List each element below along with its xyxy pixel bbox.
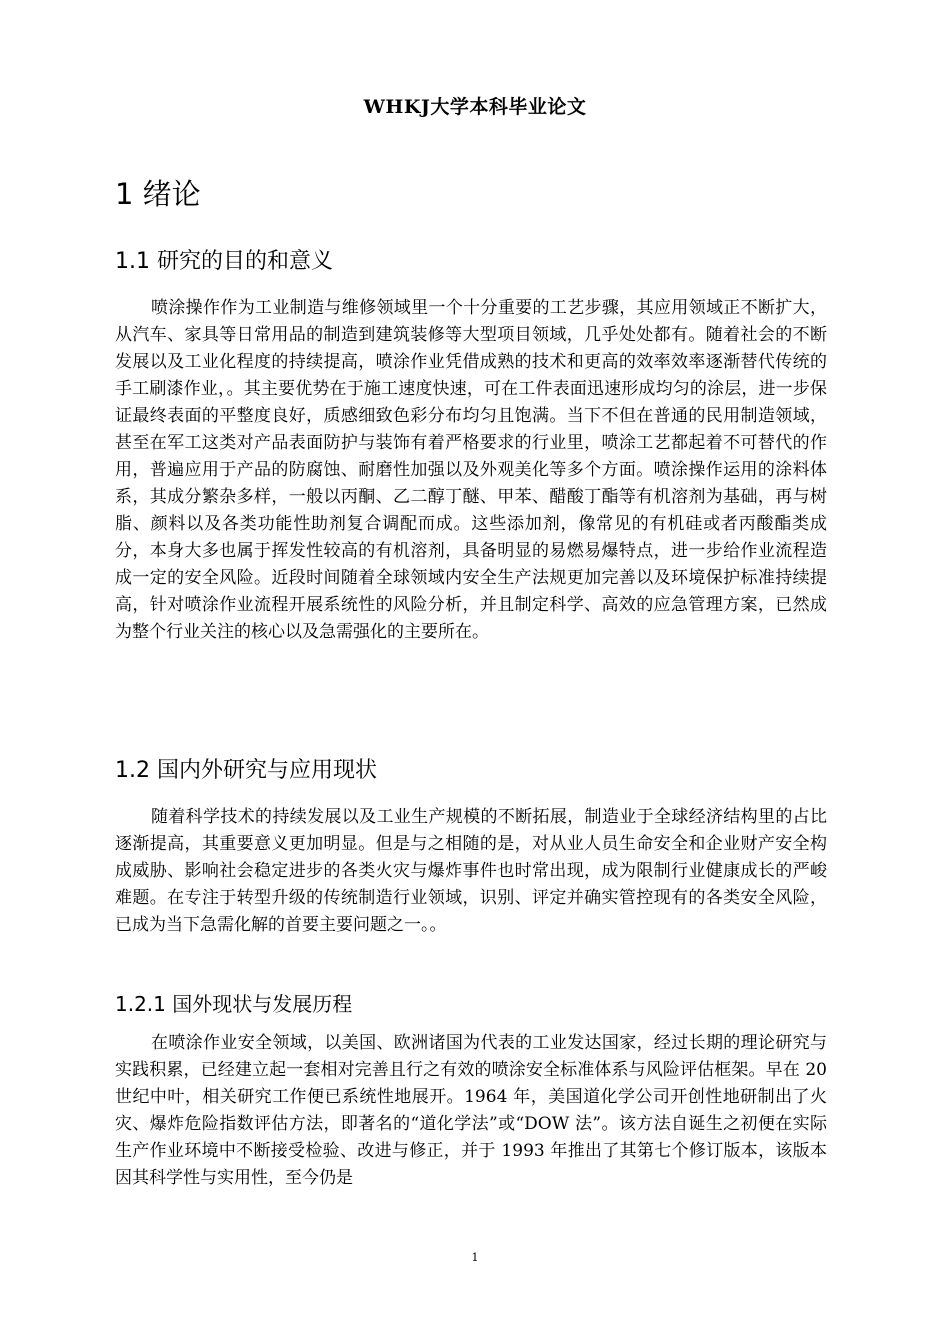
subsection-title-1-2-1: 1.2.1 国外现状与发展历程 [115, 992, 353, 1016]
running-header: WHKJ大学本科毕业论文 [363, 96, 587, 118]
section-1-2-paragraph: 随着科学技术的持续发展以及工业生产规模的不断拓展，制造业于全球经济结构里的占比逐渐提高，其重要意义更加明显。但是与之相随的是，对从业人员生命安全和企业财产安全构成威胁、影响社会稳定进步的各类火灾与爆炸事件也时常出现，成为限制行业健康成长的严峻难题。在专注于转型升级的传统制造行业领域，识别、评定并确实管控现有的各类安全风险，已成为当下急需化解的首要主要问题之一。。 [115, 807, 827, 935]
section-title-1-1: 1.1 研究的目的和意义 [115, 249, 333, 274]
section-title-1-2: 1.2 国内外研究与应用现状 [115, 758, 377, 783]
chapter-title: 1 绪论 [115, 177, 201, 211]
subsection-1-2-1-paragraph: 在喷涂作业安全领域，以美国、欧洲诸国为代表的工业发达国家，经过长期的理论研究与实践积累，已经建立起一套相对完善且行之有效的喷涂安全标准体系与风险评估框架。早在 20 世纪中叶，相关研究工作便已系统性地展开。1964 年，美国道化学公司开创性地研制出了火灾、爆炸危险指数评估方法，即著名的“道化学法”或“DOW 法”。该方法自诞生之初便在实际生产作业环境中不断接受检验、改进与修正，并于 1993 年推出了其第七个修订版本，该版本因其科学性与实用性，至今仍是 [115, 1033, 827, 1188]
section-1-1-paragraph: 喷涂操作作为工业制造与维修领域里一个十分重要的工艺步骤，其应用领域正不断扩大，从汽车、家具等日常用品的制造到建筑装修等大型项目领域，几乎处处都有。随着社会的不断发展以及工业化程度的持续提高，喷涂作业凭借成熟的技术和更高的效率效率逐渐替代传统的手工刷漆作业，。其主要优势在于施工速度快速，可在工件表面迅速形成均匀的涂层，进一步保证最终表面的平整度良好，质感细致色彩分布均匀且饱满。当下不但在普通的民用制造领域，甚至在军工这类对产品表面防护与装饰有着严格要求的行业里，喷涂工艺都起着不可替代的作用，普遍应用于产品的防腐蚀、耐磨性加强以及外观美化等多个方面。喷涂操作运用的涂料体系，其成分繁杂多样，一般以丙酮、乙二醇丁醚、甲苯、醋酸丁酯等有机溶剂为基础，再与树脂、颜料以及各类功能性助剂复合调配而成。这些添加剂，像常见的有机硅或者丙酸酯类成分，本身大多也属于挥发性较高的有机溶剂，具备明显的易燃易爆特点，进一步给作业流程造成一定的安全风险。近段时间随着全球领域内安全生产法规更加完善以及环境保护标准持续提高，针对喷涂作业流程开展系统性的风险分析，并且制定科学、高效的应急管理方案，已然成为整个行业关注的核心以及急需强化的主要所在。 [115, 298, 827, 642]
page-number: 1 [471, 1251, 479, 1264]
